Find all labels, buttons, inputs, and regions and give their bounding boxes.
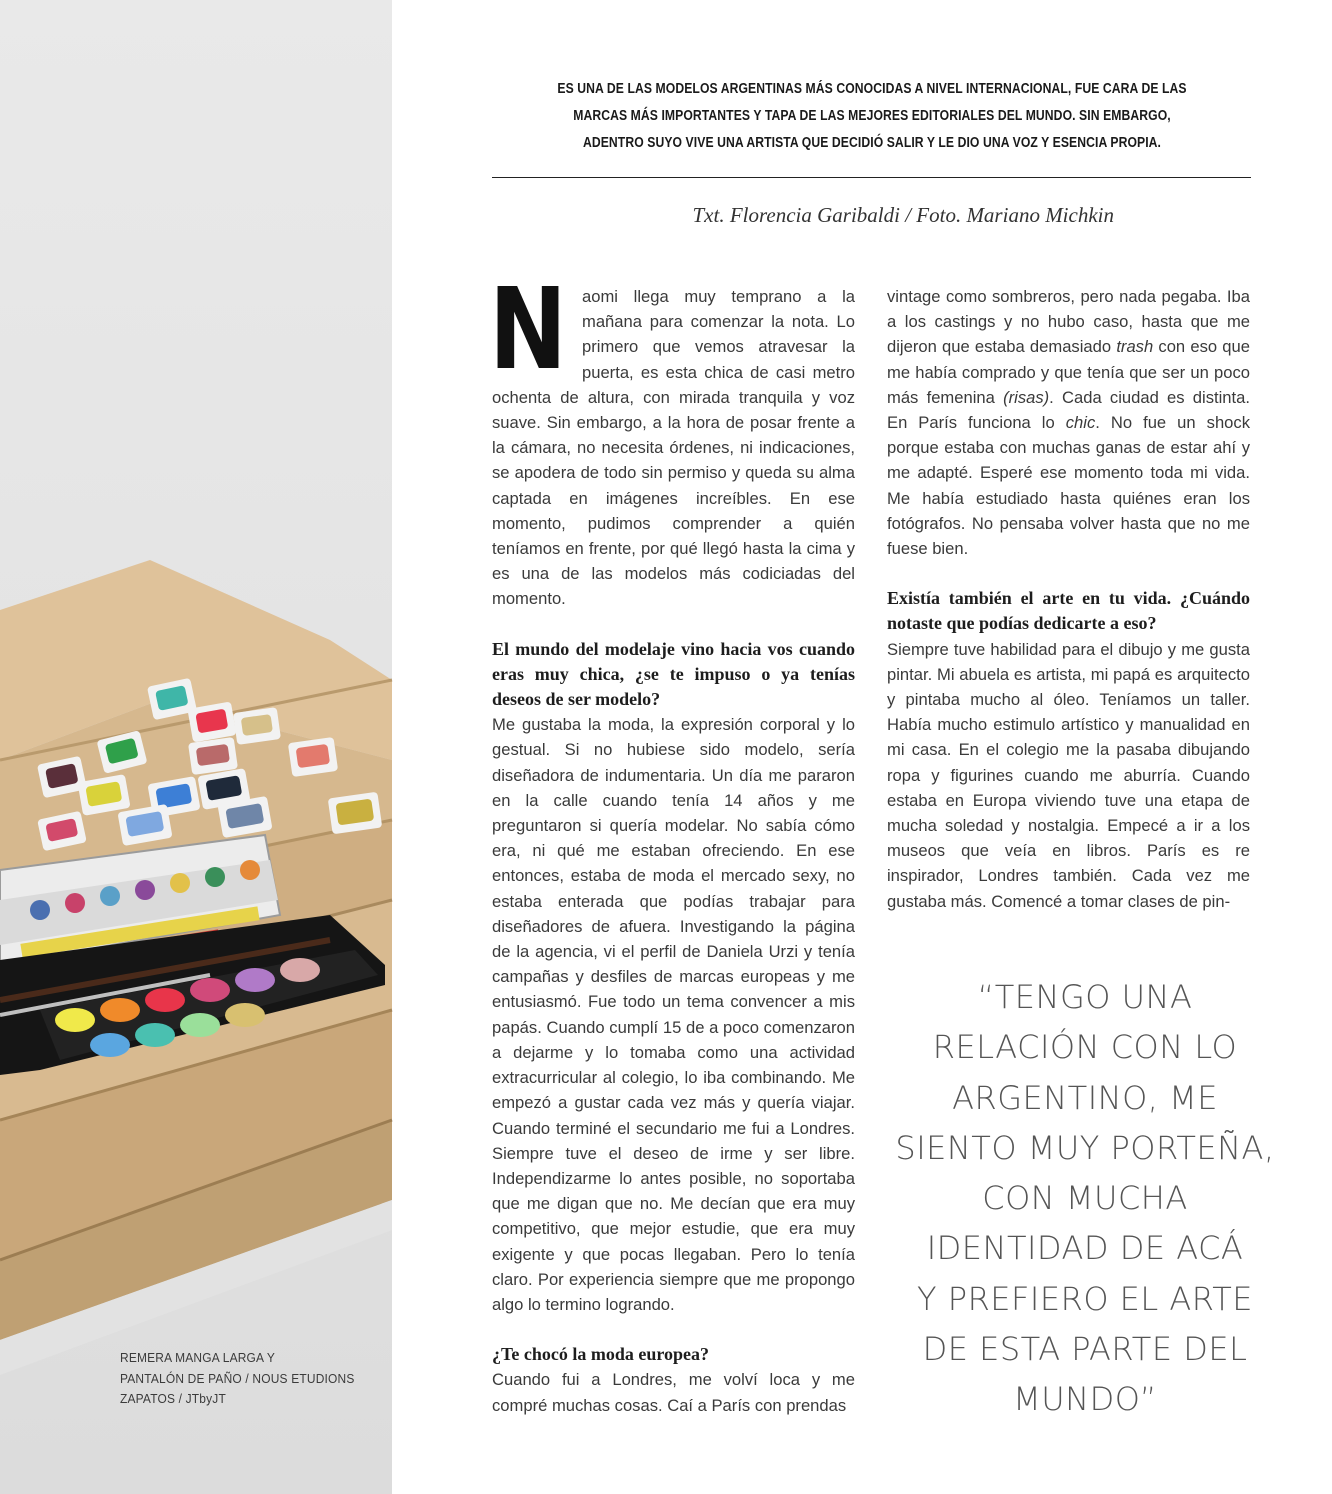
- question-heading: ¿Te chocó la moda europea?: [492, 1344, 710, 1365]
- text-run: . No fue un shock porque estaba con muchas ganas de estar ahí y me adapté. Esperé ese momento toda mi vida. Me había estudiado hasta quiénes eran los fotógrafos. No pensaba volver hasta que no me fuese bien.: [887, 413, 1250, 559]
- text-run: vintage como sombreros, pero nada pegaba. Iba a los castings y no hubo caso, hasta que me dijeron que estaba demasiado: [887, 287, 1250, 357]
- pull-quote: [885, 972, 1285, 1425]
- article-column-right: [887, 284, 1250, 914]
- question-heading: Existía también el arte en tu vida. ¿Cuándo notaste que podías dedicarte a eso?: [887, 588, 1250, 634]
- caption-line: REMERA MANGA LARGA Y: [120, 1350, 276, 1365]
- byline-credit: Txt. Florencia Garibaldi / Foto. Mariano Michkin: [692, 203, 1114, 227]
- intro-paragraph: aomi llega muy temprano a la mañana para comenzar la nota. Lo primero que vemos atravesar la puerta, es esta chica de casi metro ochenta de altura, con mirada tranquila y voz suave. Sin embargo, a la hora de posar frente a la cámara, no necesita órdenes, ni indicaciones, se apodera de todo sin permiso y queda su alma captada en imágenes increíbles. En ese momento, pudimos comprender a quién teníamos en frente, por qué llegó hasta la cima y es una de las modelos más codiciadas del momento.: [492, 287, 855, 609]
- paint-palette-photo: [0, 0, 392, 1494]
- pull-quote-line: DE ESTA PARTE DEL: [922, 1330, 1248, 1369]
- pull-quote-line: “TENGO UNA: [977, 978, 1193, 1016]
- italic-word: (risas): [1003, 387, 1050, 407]
- answer-paragraph: Me gustaba la moda, la expresión corporal y lo gestual. Si no hubiese sido modelo, sería diseñadora de indumentaria. Un día me pararon en la calle cuando tenía 14 años y me preguntaron si quería modelar. No sabía cómo era, ni qué me estaban ofreciendo. En ese entonces, estaba de moda el mercado sexy, no estaba enterada que podías trabajar para diseñadores de afuera. Investigando la página de la agencia, vi el perfil de Daniela Urzi y tenía campañas y desfiles de marcas europeas y me entusiasmó. Fue todo un tema convencer a mis papás. Cuando cumplí 15 de a poco comenzaron a dejarme y lo tomaba como una actividad extracurricular al colegio, lo iba combinando. Me empezó a gustar cada vez más y quería viajar. Cuando terminé el secundario me fui a Londres. Siempre tuve el deseo de irme y ser libre. Independizarme lo antes posible, no soportaba que me digan que no. Me decían que era muy competitivo, que mejor estudie, que era muy exigente y que pocas llegaban. Pero lo tenía claro. Por experiencia siempre que me propongo algo lo termino logrando.: [492, 715, 855, 1314]
- answer-paragraph: Siempre tuve habilidad para el dibujo y me gusta pintar. Mi abuela es artista, mi papá es arquitecto y pintaba mucho al óleo. Teníamos un taller. Había mucho estimulo artístico y manualidad en mi casa. En el colegio me la pasaba dibujando ropa y figurines cuando me aburría. Cuando estaba en Europa viviendo tuve una etapa de mucha soledad y nostalgia. Empecé a ir a los museos que veía en libros. París es re inspirador, Londres también. Cada vez me gustaba más. Comencé a tomar clases de pin-: [887, 639, 1250, 911]
- pull-quote-line: ARGENTINO, ME: [952, 1078, 1218, 1117]
- svg-text:N: N: [489, 265, 567, 395]
- question-heading: El mundo del modelaje vino hacia vos cuando eras muy chica, ¿se te impuso o ya tenías deseos de ser modelo?: [492, 638, 855, 710]
- pull-quote-line: SIENTO MUY PORTEÑA,: [895, 1128, 1275, 1167]
- pull-quote-line: RELACIÓN CON LO: [932, 1028, 1238, 1067]
- caption-line: PANTALÓN DE PAÑO / NOUS ETUDIONS: [120, 1370, 355, 1386]
- text-run: con eso que me había comprado y que tenía que ser un poco más femenina: [887, 337, 1250, 407]
- pull-quote-line: IDENTIDAD DE ACÁ: [926, 1229, 1244, 1268]
- photo-caption: [120, 1348, 359, 1410]
- article-column-left: [489, 265, 855, 1418]
- drop-cap: [489, 265, 572, 395]
- italic-word: chic: [1065, 413, 1096, 433]
- italic-word: trash: [1116, 337, 1154, 357]
- text-run: . Cada ciudad es distinta. En París funciona lo: [887, 387, 1250, 433]
- answer-paragraph-continued: [887, 284, 1250, 561]
- header-divider: [492, 177, 1251, 178]
- article-lead: ES UNA DE LAS MODELOS ARGENTINAS MÁS CONOCIDAS A NIVEL INTERNACIONAL, FUE CARA DE LAS MARCAS MÁS IMPORTANTES Y TAPA DE LAS MEJORES EDITORIALES DEL MUNDO. SIN EMBARGO, ADENTRO SUYO VIVE UNA ARTISTA QUE DECIDIÓ SALIR Y LE DIO UNA VOZ Y ESENCIA PROPIA.: [557, 81, 1187, 151]
- pull-quote-line: CON MUCHA: [982, 1179, 1188, 1218]
- caption-line: ZAPATOS / JTbyJT: [120, 1391, 226, 1406]
- drop-cap-letter: [489, 265, 568, 395]
- pull-quote-line: Y PREFIERO EL ARTE: [917, 1279, 1253, 1318]
- photo-panel: [0, 0, 392, 1494]
- pull-quote-line: MUNDO”: [1013, 1380, 1157, 1419]
- answer-paragraph: Cuando fui a Londres, me volví loca y me compré muchas cosas. Caí a París con prendas: [492, 1370, 855, 1415]
